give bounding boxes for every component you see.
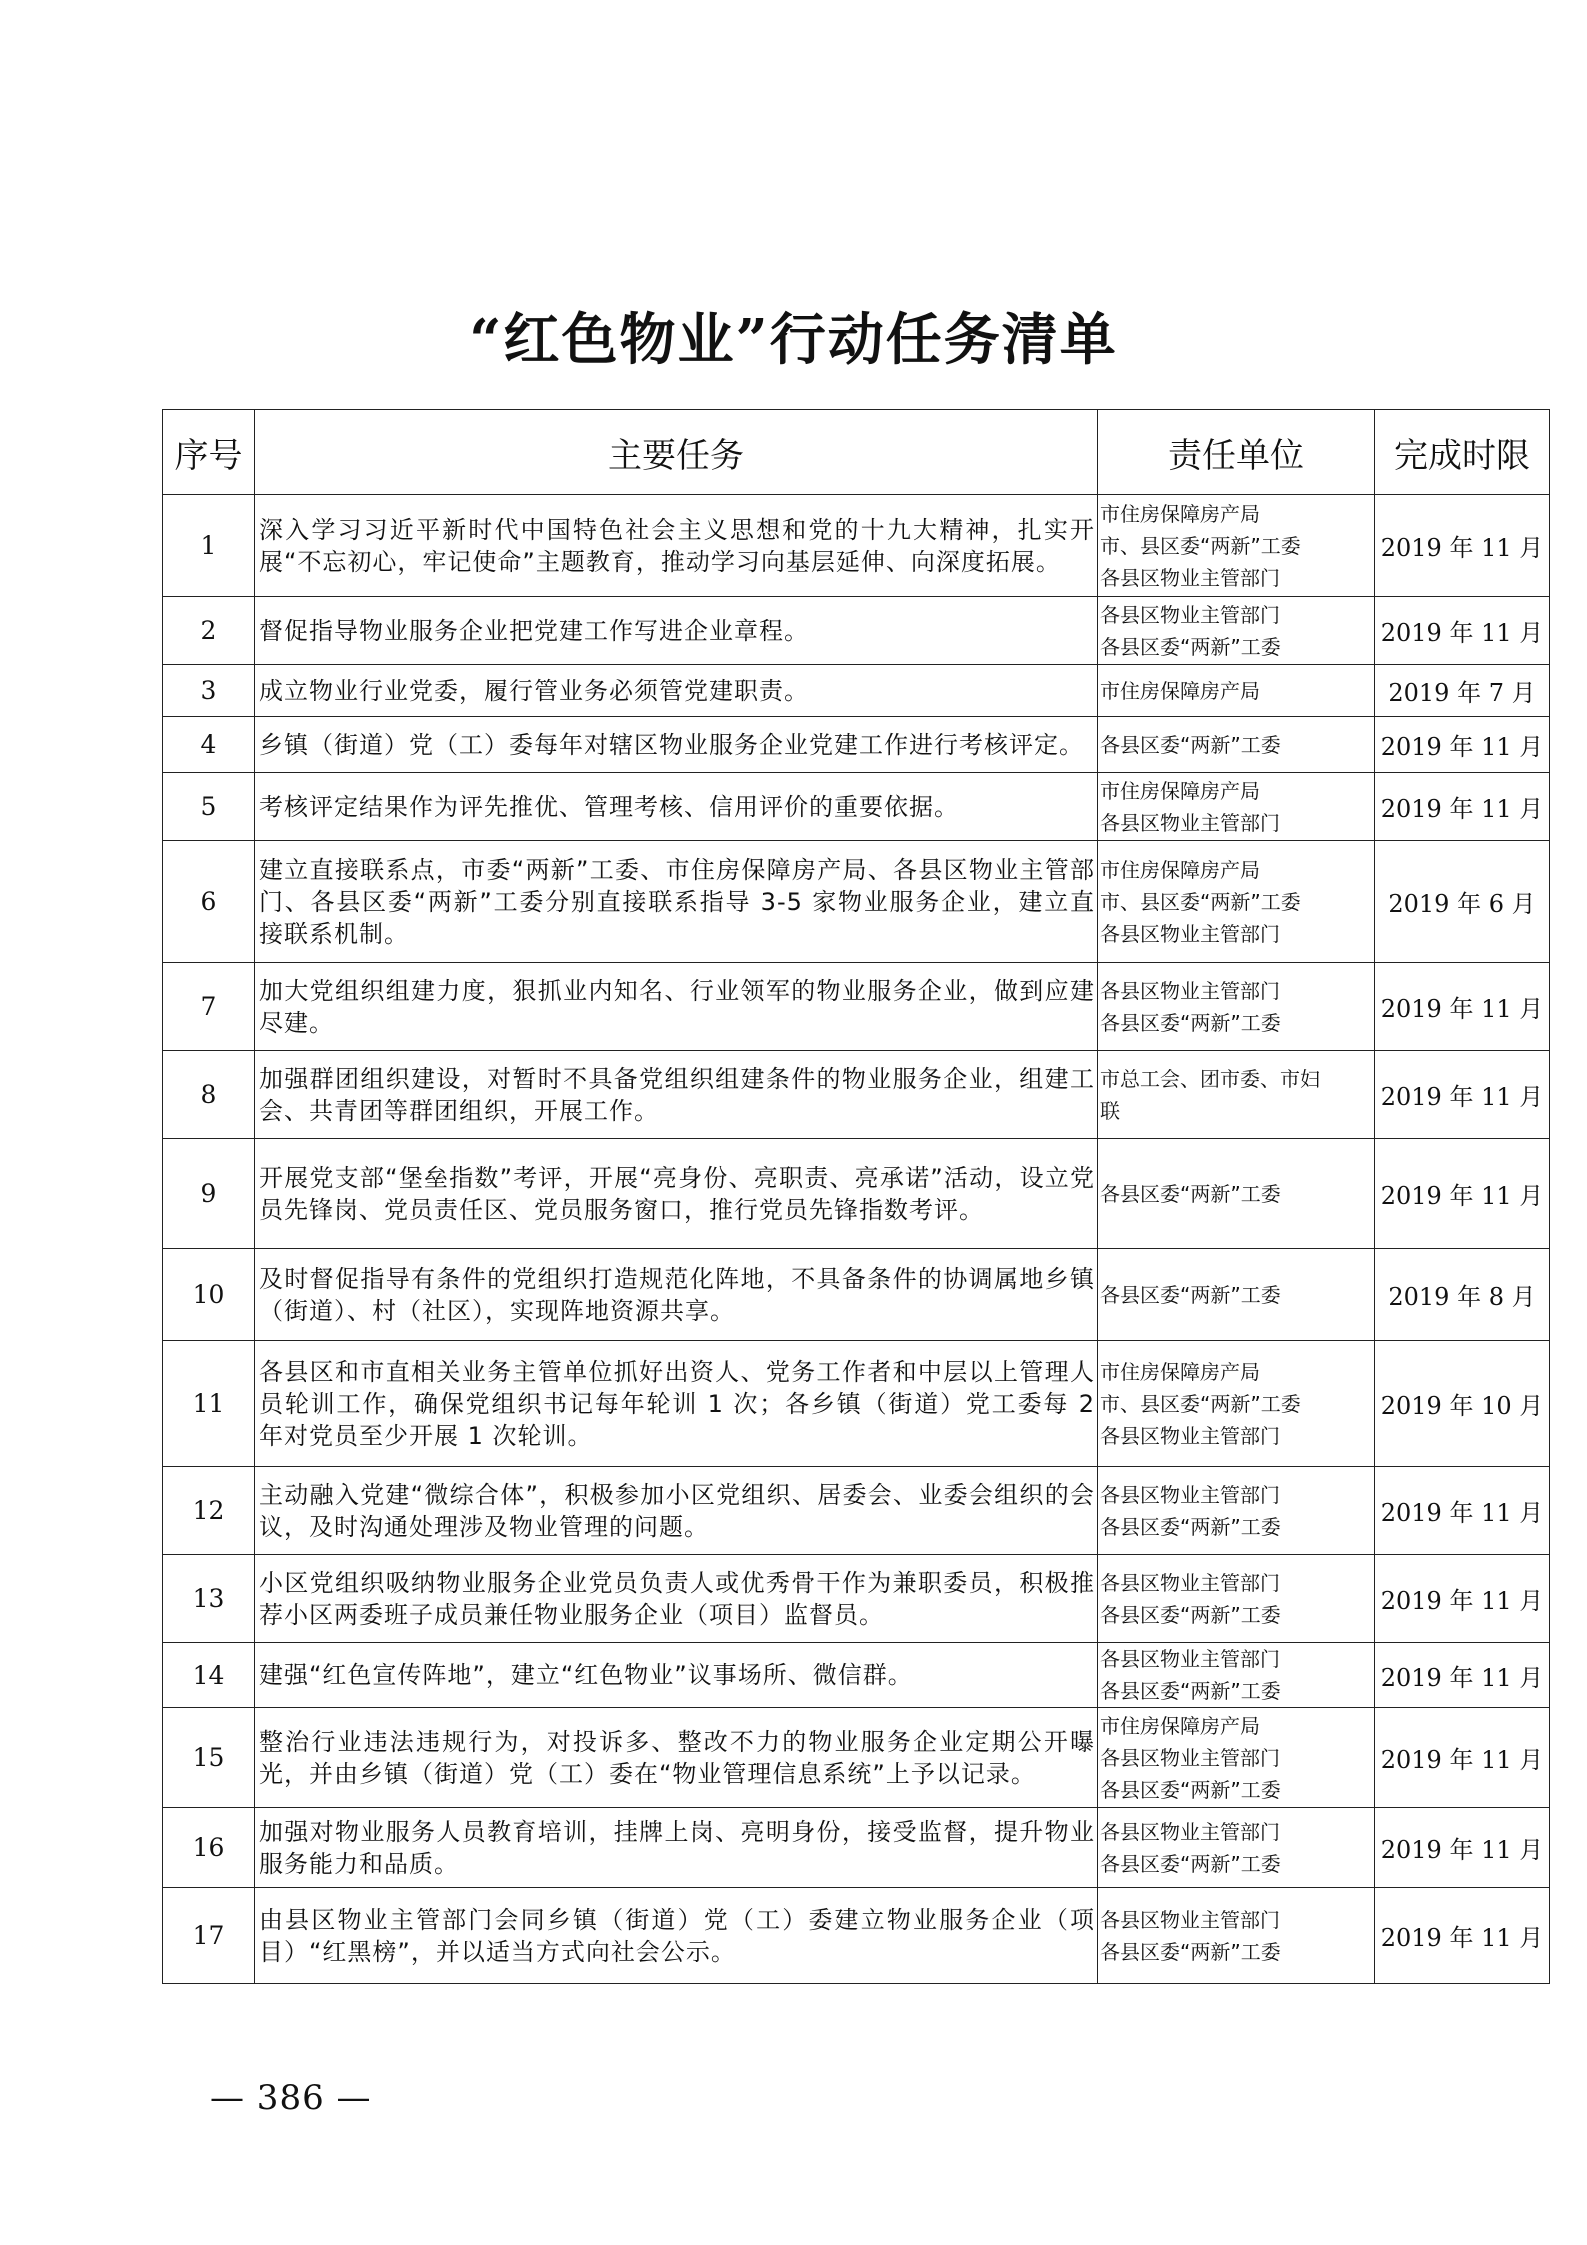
header-main-task: 主要任务 — [255, 410, 1098, 495]
responsible-unit: 市住房保障房产局 — [1100, 1713, 1260, 1738]
row-responsible-units — [1098, 841, 1375, 963]
table-header-row — [163, 410, 1550, 495]
row-task: 考核评定结果作为评先推优、管理考核、信用评价的重要依据。 — [255, 773, 1098, 841]
table-row — [163, 1555, 1550, 1643]
row-task: 加强群团组织建设，对暂时不具备党组织组建条件的物业服务企业，组建工会、共青团等群团组织，开展工作。 — [255, 1051, 1098, 1139]
row-task: 主动融入党建“微综合体”，积极参加小区党组织、居委会、业委会组织的会议，及时沟通处理涉及物业管理的问题。 — [255, 1467, 1098, 1555]
row-deadline: 2019 年 10 月 — [1375, 1341, 1550, 1467]
row-deadline: 2019 年 11 月 — [1375, 495, 1550, 597]
row-deadline: 2019 年 11 月 — [1375, 963, 1550, 1051]
row-deadline: 2019 年 8 月 — [1375, 1249, 1550, 1341]
row-task: 各县区和市直相关业务主管单位抓好出资人、党务工作者和中层以上管理人员轮训工作，确保党组织书记每年轮训 1 次；各乡镇（街道）党工委每 2 年对党员至少开展 1 次轮训。 — [255, 1341, 1098, 1467]
row-task: 及时督促指导有条件的党组织打造规范化阵地，不具备条件的协调属地乡镇（街道）、村（社区），实现阵地资源共享。 — [255, 1249, 1098, 1341]
responsible-unit: 市、县区委“两新”工委 — [1100, 889, 1301, 914]
header-deadline: 完成时限 — [1375, 410, 1550, 495]
row-responsible-units — [1098, 963, 1375, 1051]
table-row — [163, 963, 1550, 1051]
row-responsible-units — [1098, 1341, 1375, 1467]
row-serial: 4 — [163, 717, 255, 773]
row-responsible-units — [1098, 1708, 1375, 1808]
responsible-unit: 各县区物业主管部门 — [1100, 1423, 1280, 1448]
row-deadline: 2019 年 11 月 — [1375, 1708, 1550, 1808]
row-responsible-units — [1098, 1249, 1375, 1341]
table-row — [163, 1249, 1550, 1341]
row-responsible-units — [1098, 1643, 1375, 1708]
row-serial: 1 — [163, 495, 255, 597]
row-serial: 10 — [163, 1249, 255, 1341]
row-serial: 8 — [163, 1051, 255, 1139]
header-serial: 序号 — [163, 410, 255, 495]
responsible-unit: 各县区委“两新”工委 — [1100, 1679, 1281, 1703]
table-row — [163, 597, 1550, 665]
row-serial: 7 — [163, 963, 255, 1051]
row-deadline: 2019 年 6 月 — [1375, 841, 1550, 963]
row-deadline: 2019 年 11 月 — [1375, 717, 1550, 773]
table-row — [163, 717, 1550, 773]
row-task: 深入学习习近平新时代中国特色社会主义思想和党的十九大精神，扎实开展“不忘初心，牢记使命”主题教育，推动学习向基层延伸、向深度拓展。 — [255, 495, 1098, 597]
table-row — [163, 1341, 1550, 1467]
responsible-unit: 市住房保障房产局 — [1100, 778, 1260, 803]
table-row — [163, 1139, 1550, 1249]
responsible-unit: 市住房保障房产局 — [1100, 1359, 1260, 1384]
row-responsible-units — [1098, 717, 1375, 773]
row-serial: 14 — [163, 1643, 255, 1708]
row-deadline: 2019 年 11 月 — [1375, 1051, 1550, 1139]
row-task: 建强“红色宣传阵地”，建立“红色物业”议事场所、微信群。 — [255, 1643, 1098, 1708]
row-responsible-units — [1098, 1467, 1375, 1555]
responsible-unit: 各县区物业主管部门 — [1100, 565, 1280, 590]
table-row — [163, 1808, 1550, 1888]
responsible-unit: 各县区物业主管部门 — [1100, 1570, 1280, 1595]
row-serial: 13 — [163, 1555, 255, 1643]
row-deadline: 2019 年 11 月 — [1375, 597, 1550, 665]
row-serial: 6 — [163, 841, 255, 963]
row-responsible-units — [1098, 1555, 1375, 1643]
row-task: 开展党支部“堡垒指数”考评，开展“亮身份、亮职责、亮承诺”活动，设立党员先锋岗、党员责任区、党员服务窗口，推行党员先锋指数考评。 — [255, 1139, 1098, 1249]
row-task: 加大党组织组建力度，狠抓业内知名、行业领军的物业服务企业，做到应建尽建。 — [255, 963, 1098, 1051]
responsible-unit: 市总工会、团市委、市妇 — [1100, 1066, 1320, 1091]
table-row — [163, 1708, 1550, 1808]
responsible-unit: 各县区物业主管部门 — [1100, 810, 1280, 835]
table-row — [163, 1051, 1550, 1139]
row-task: 由县区物业主管部门会同乡镇（街道）党（工）委建立物业服务企业（项目）“红黑榜”，并以适当方式向社会公示。 — [255, 1888, 1098, 1984]
responsible-unit: 各县区委“两新”工委 — [1100, 732, 1281, 757]
row-serial: 17 — [163, 1888, 255, 1984]
page-number: — 386 — — [210, 2078, 372, 2118]
table-row — [163, 841, 1550, 963]
row-task: 小区党组织吸纳物业服务企业党员负责人或优秀骨干作为兼职委员，积极推荐小区两委班子成员兼任物业服务企业（项目）监督员。 — [255, 1555, 1098, 1643]
row-deadline: 2019 年 11 月 — [1375, 1643, 1550, 1708]
row-deadline: 2019 年 11 月 — [1375, 1555, 1550, 1643]
row-serial: 2 — [163, 597, 255, 665]
row-deadline: 2019 年 11 月 — [1375, 1808, 1550, 1888]
responsible-unit: 各县区物业主管部门 — [1100, 921, 1280, 946]
responsible-unit: 各县区物业主管部门 — [1100, 978, 1280, 1003]
responsible-unit: 市住房保障房产局 — [1100, 857, 1260, 882]
table-row — [163, 665, 1550, 717]
responsible-unit: 各县区物业主管部门 — [1100, 1819, 1280, 1844]
responsible-unit: 各县区委“两新”工委 — [1100, 1777, 1281, 1802]
table-row — [163, 773, 1550, 841]
responsible-unit: 各县区委“两新”工委 — [1100, 1602, 1281, 1627]
responsible-unit: 各县区委“两新”工委 — [1100, 1851, 1281, 1876]
row-deadline: 2019 年 11 月 — [1375, 773, 1550, 841]
row-task: 建立直接联系点，市委“两新”工委、市住房保障房产局、各县区物业主管部门、各县区委“两新”工委分别直接联系指导 3-5 家物业服务企业，建立直接联系机制。 — [255, 841, 1098, 963]
row-deadline: 2019 年 11 月 — [1375, 1467, 1550, 1555]
row-task: 乡镇（街道）党（工）委每年对辖区物业服务企业党建工作进行考核评定。 — [255, 717, 1098, 773]
responsible-unit: 各县区物业主管部门 — [1100, 1745, 1280, 1770]
task-table — [162, 409, 1550, 1984]
row-deadline: 2019 年 11 月 — [1375, 1139, 1550, 1249]
row-serial: 11 — [163, 1341, 255, 1467]
row-task: 加强对物业服务人员教育培训，挂牌上岗、亮明身份，接受监督，提升物业服务能力和品质。 — [255, 1808, 1098, 1888]
row-responsible-units — [1098, 1808, 1375, 1888]
row-serial: 3 — [163, 665, 255, 717]
row-responsible-units — [1098, 1051, 1375, 1139]
row-task: 成立物业行业党委，履行管业务必须管党建职责。 — [255, 665, 1098, 717]
responsible-unit: 各县区物业主管部门 — [1100, 1647, 1280, 1671]
row-serial: 15 — [163, 1708, 255, 1808]
responsible-unit: 联 — [1100, 1098, 1120, 1123]
responsible-unit: 各县区委“两新”工委 — [1100, 634, 1281, 659]
header-responsible-unit: 责任单位 — [1098, 410, 1375, 495]
responsible-unit: 市、县区委“两新”工委 — [1100, 1391, 1301, 1416]
responsible-unit: 市住房保障房产局 — [1100, 678, 1260, 703]
row-responsible-units — [1098, 773, 1375, 841]
row-responsible-units — [1098, 1139, 1375, 1249]
row-responsible-units — [1098, 597, 1375, 665]
row-deadline: 2019 年 7 月 — [1375, 665, 1550, 717]
row-serial: 12 — [163, 1467, 255, 1555]
row-serial: 9 — [163, 1139, 255, 1249]
table-row — [163, 1643, 1550, 1708]
row-serial: 5 — [163, 773, 255, 841]
row-task: 整治行业违法违规行为，对投诉多、整改不力的物业服务企业定期公开曝光，并由乡镇（街道）党（工）委在“物业管理信息系统”上予以记录。 — [255, 1708, 1098, 1808]
page-title: “红色物业”行动任务清单 — [469, 307, 1118, 373]
row-deadline: 2019 年 11 月 — [1375, 1888, 1550, 1984]
row-responsible-units — [1098, 495, 1375, 597]
row-task: 督促指导物业服务企业把党建工作写进企业章程。 — [255, 597, 1098, 665]
row-responsible-units — [1098, 665, 1375, 717]
responsible-unit: 市住房保障房产局 — [1100, 501, 1260, 526]
responsible-unit: 各县区物业主管部门 — [1100, 1482, 1280, 1507]
responsible-unit: 各县区委“两新”工委 — [1100, 1181, 1281, 1206]
responsible-unit: 市、县区委“两新”工委 — [1100, 533, 1301, 558]
responsible-unit: 各县区物业主管部门 — [1100, 1907, 1280, 1932]
row-serial: 16 — [163, 1808, 255, 1888]
row-responsible-units — [1098, 1888, 1375, 1984]
table-row — [163, 1467, 1550, 1555]
table-row — [163, 495, 1550, 597]
responsible-unit: 各县区委“两新”工委 — [1100, 1514, 1281, 1539]
table-row — [163, 1888, 1550, 1984]
responsible-unit: 各县区物业主管部门 — [1100, 602, 1280, 627]
responsible-unit: 各县区委“两新”工委 — [1100, 1939, 1281, 1964]
responsible-unit: 各县区委“两新”工委 — [1100, 1010, 1281, 1035]
responsible-unit: 各县区委“两新”工委 — [1100, 1282, 1281, 1307]
